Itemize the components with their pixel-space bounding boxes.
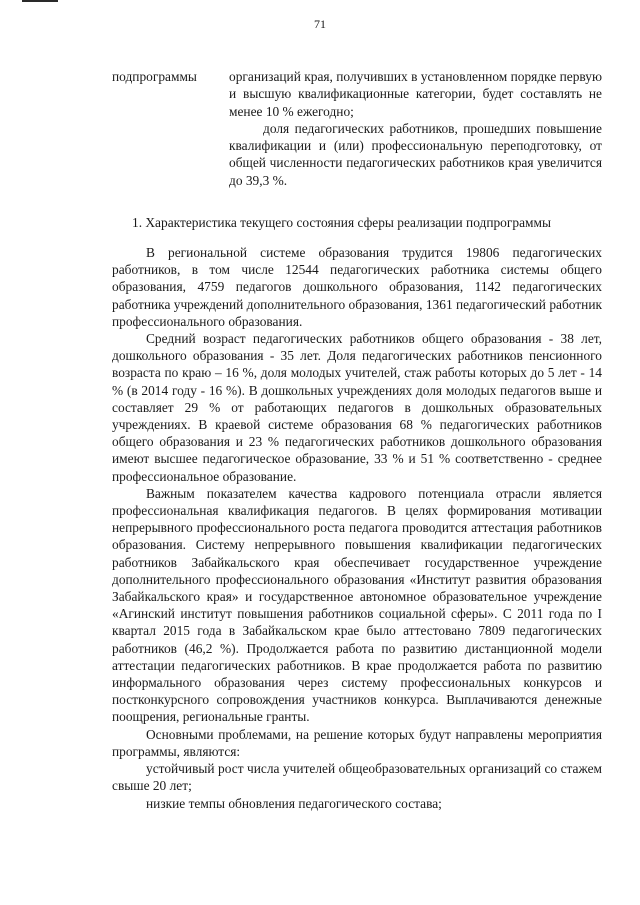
body-paragraph: устойчивый рост числа учителей общеобразовательных организаций со стажем свыше 20 лет;	[112, 761, 602, 794]
passport-table-fragment	[112, 68, 602, 189]
passport-row-content	[229, 68, 602, 189]
section-body	[112, 244, 602, 812]
body-paragraph: В региональной системе образования трудится 19806 педагогических работников, в том числе 12544 педагогических работника системы общего образования, 4759 педагогов дошкольного образования, 1142 педагогических работника учреждений дополнительного образования, 1361 педагогический работник профессионального образования.	[112, 245, 602, 329]
body-paragraph: Важным показателем качества кадрового потенциала отрасли является профессиональная квалификация педагогов. В целях формирования мотивации непрерывного профессионального роста педагога проводится аттестация работников образования. Систему непрерывного повышения квалификации педагогических работников Забайкальского края обеспечивает государственное учреждение дополнительного профессионального образования «Институт развития образования Забайкальского края» и государственное автономное образовательное учреждение «Агинский институт повышения работников социальной сферы». С 2011 года по I квартал 2015 года в Забайкальском крае было аттестовано 7809 педагогических работников (46,2 %). Продолжается работа по развитию дистанционной модели аттестации педагогических работников. В крае продолжается работа по развитию информального образования через систему профессиональных конкурсов и постконкурсного сопровождения участников конкурса. Выплачиваются денежные поощрения, региональные гранты.	[112, 485, 602, 725]
body-paragraph: Основными проблемами, на решение которых будут направлены мероприятия программы, являются:	[112, 726, 602, 759]
scan-edge-mark	[22, 0, 58, 2]
passport-row-label: подпрограммы	[112, 69, 197, 84]
section-heading: 1. Характеристика текущего состояния сферы реализации подпрограммы	[132, 215, 551, 230]
passport-paragraph: организаций края, получивших в установленном порядке первую и высшую квалификационные категории, будет составлять не менее 10 % ежегодно;	[229, 69, 602, 119]
body-paragraph: низкие темпы обновления педагогического состава;	[146, 795, 442, 811]
page-number: 71	[314, 17, 326, 31]
passport-paragraph: доля педагогических работников, прошедших повышение квалификации и (или) профессиональную переподготовку, от общей численности педагогических работников края увеличится до 39,3 %.	[229, 120, 602, 188]
body-paragraph: Средний возраст педагогических работников общего образования - 38 лет, дошкольного образования - 35 лет. Доля педагогических работников пенсионного возраста по краю – 16 %, доля молодых учителей, стаж работы которых до 5 лет - 14 % (в 2014 году - 16 %). В дошкольных учреждениях доля молодых педагогов выше и составляет 29 % от работающих педагогов в дошкольных образовательных учреждениях. В краевой системе образования 68 % педагогических работников общего образования и 23 % педагогических работников дошкольного образования имеют высшее педагогическое образование, 33 % и 51 % соответственно - среднее профессиональное образование.	[112, 331, 602, 484]
